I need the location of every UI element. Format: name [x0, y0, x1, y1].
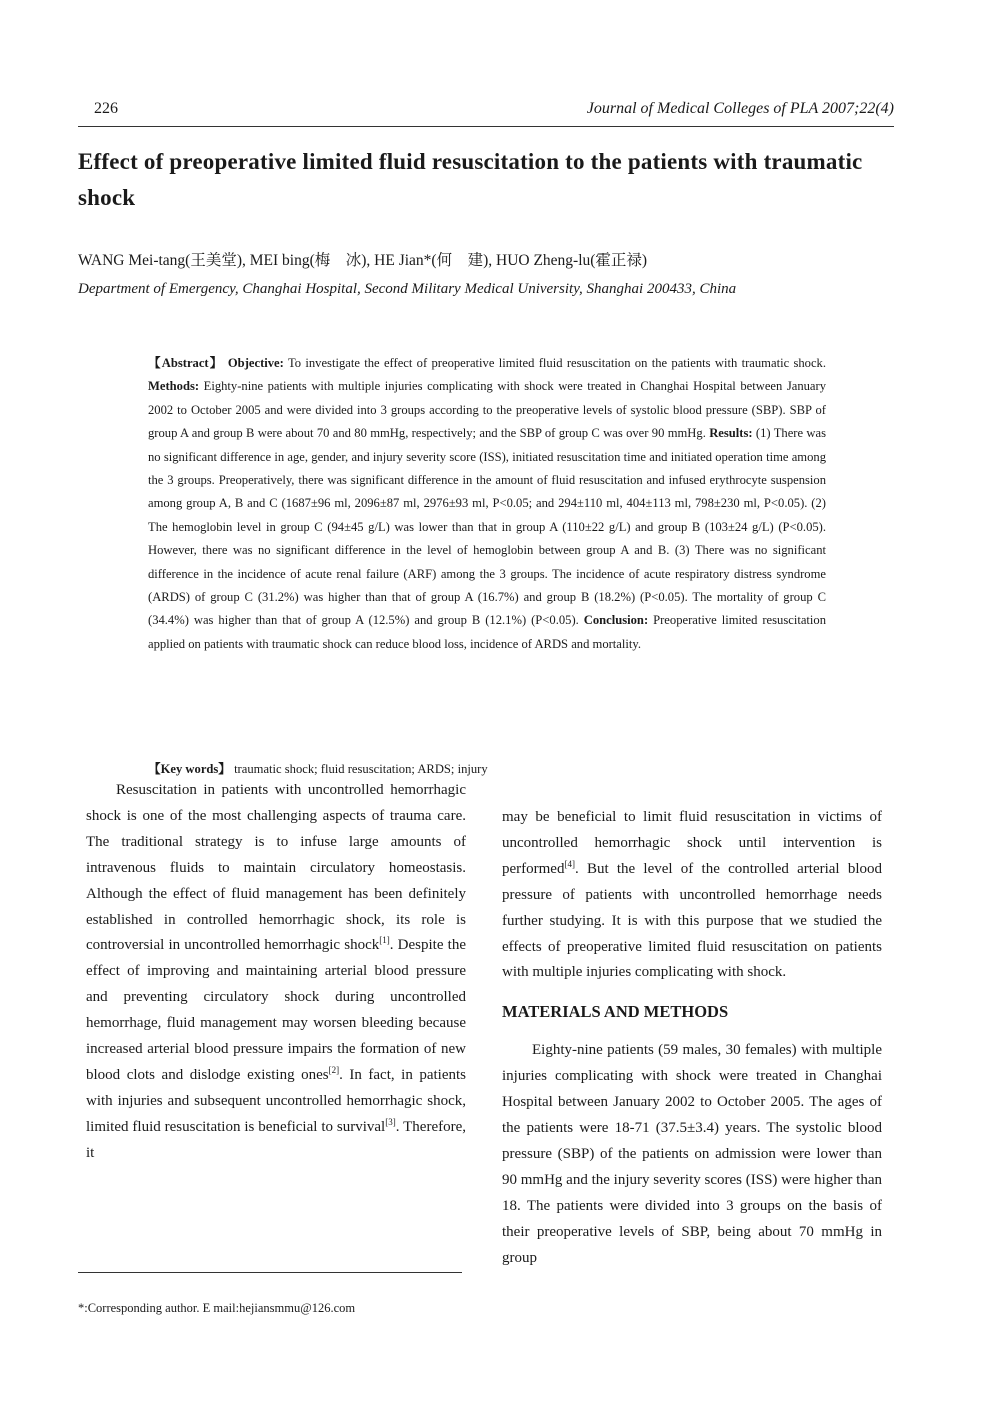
- journal-citation: Journal of Medical Colleges of PLA 2007;22(4): [586, 100, 894, 117]
- results-label: Results:: [709, 426, 753, 441]
- affiliation: Department of Emergency, Changhai Hospital, Second Military Medical University, Shanghai 200433, China: [78, 281, 737, 297]
- citation-ref: [2]: [328, 1064, 340, 1075]
- methods-paragraph: Eighty-nine patients (59 males, 30 females) with multiple injuries complicating with shock were treated in Changhai Hospital between January 2002 to October 2005. The ages of the patients were 18-71 (37.5±3.4) years. The systolic blood pressure (SBP) of the patients on admission were lower than 90 mmHg and the injury severity scores (ISS) were higher than 18. The patients were divided into 3 groups on the basis of their preoperative levels of SBP, being about 70 mmHg in group: [502, 1042, 882, 1266]
- keywords-label: 【Key words】: [148, 762, 231, 776]
- intro-text-2: . Despite the effect of improving and maintaining arterial blood pressure and preventing circulatory shock during uncontrolled hemorrhage, fluid management may worsen bleeding because increased arterial blood pressure impairs the formation of new blood clots and dislodge existing ones: [86, 937, 466, 1083]
- intro-cont-text-1: may be beneficial to limit fluid resuscitation in victims of uncontrolled hemorrhagic shock until intervention is performed: [502, 809, 882, 877]
- intro-paragraph: [86, 778, 466, 1167]
- intro-cont-text-2: . But the level of the controlled arterial blood pressure of patients with uncontrolled hemorrhage needs further studying. It is with this purpose that we studied the effects of preoperative limited fluid resuscitation on patients with multiple injuries complicating with shock.: [502, 860, 882, 981]
- page-number: 226: [94, 100, 118, 117]
- keywords: [148, 758, 826, 780]
- article-title: Effect of preoperative limited fluid resuscitation to the patients with traumatic shock: [78, 149, 863, 210]
- intro-text-3: . In fact, in patients with injuries and subsequent uncontrolled hemorrhagic shock, limited fluid resuscitation is beneficial to survival: [86, 1066, 467, 1135]
- running-header: [78, 98, 894, 126]
- footnote-rule: [78, 1272, 462, 1273]
- abstract: [148, 352, 826, 656]
- methods-text: Eighty-nine patients with multiple injuries complicating with shock were treated in Changhai Hospital between January 2002 to October 2005 and were divided into 3 groups according to the preoperative levels of systolic blood pressure (SBP). SBP of group A and group B were about 70 and 80 mmHg, respectively; and the SBP of group C was over 90 mmHg.: [148, 379, 827, 441]
- citation-ref: [4]: [564, 858, 575, 869]
- intro-continued-paragraph: [502, 805, 882, 986]
- author-list: WANG Mei-tang(王美堂), MEI bing(梅 冰), HE Jian*(何 建), HUO Zheng-lu(霍正禄): [78, 252, 648, 269]
- body-column-right: [502, 805, 882, 1272]
- objective-label: Objective:: [227, 356, 284, 370]
- citation-ref: [3]: [385, 1116, 396, 1127]
- corresponding-author-footnote: *:Corresponding author. E mail:hejiansmmu@126.com: [78, 1301, 356, 1315]
- objective-text: To investigate the effect of preoperative limited fluid resuscitation on the patients with traumatic shock.: [287, 356, 827, 370]
- section-heading: MATERIALS AND METHODS: [502, 1002, 729, 1022]
- header-rule: [78, 126, 894, 127]
- abstract-label: 【Abstract】: [148, 356, 224, 370]
- results-text: (1) There was no significant difference in age, gender, and injury severity score (ISS), initiated resuscitation time and initiated operation time among the 3 groups. Preoperatively, there was significant difference in the amount of fluid resuscitation and infused erythrocyte suspension among group A, B and C (1687±96 ml, 2096±87 ml, 2976±93 ml, P<0.05; and 294±110 ml, 404±113 ml, 798±230 ml, P<0.05). (2) The hemoglobin level in group C (94±45 g/L) was lower than that in group A (110±22 g/L) and group B (103±24 g/L) (P<0.05). However, there was no significant difference in the level of hemoglobin between group A and B. (3) There was no significant difference in the incidence of acute renal failure (ARF) among the 3 groups. The incidence of acute respiratory distress syndrome (ARDS) of group C (31.2%) was higher than that of group A (16.7%) and group B (18.2%) (P<0.05). The mortality of group C (34.4%) was higher than that of group A (12.5%) and group B (12.1%) (P<0.05).: [148, 426, 826, 628]
- conclusion-label: Conclusion:: [583, 613, 649, 628]
- intro-text-4: . Therefore, it: [86, 1118, 466, 1161]
- keywords-text: traumatic shock; fluid resuscitation; ARDS; injury: [234, 762, 488, 776]
- citation-ref: [1]: [379, 935, 390, 946]
- body-column-left: [86, 778, 466, 1167]
- intro-text-1: Resuscitation in patients with uncontrolled hemorrhagic shock is one of the most challenging aspects of trauma care. The traditional strategy is to infuse large amounts of intravenous fluids to maintain circulatory homeostasis. Although the effect of fluid management has been definitely established in controlled hemorrhagic shock, its role is controversial in uncontrolled hemorrhagic shock: [86, 782, 466, 954]
- methods-label: Methods:: [148, 379, 200, 394]
- conclusion-text: Preoperative limited resuscitation applied on patients with traumatic shock can reduce blood loss, incidence of ARDS and mortality.: [148, 613, 826, 651]
